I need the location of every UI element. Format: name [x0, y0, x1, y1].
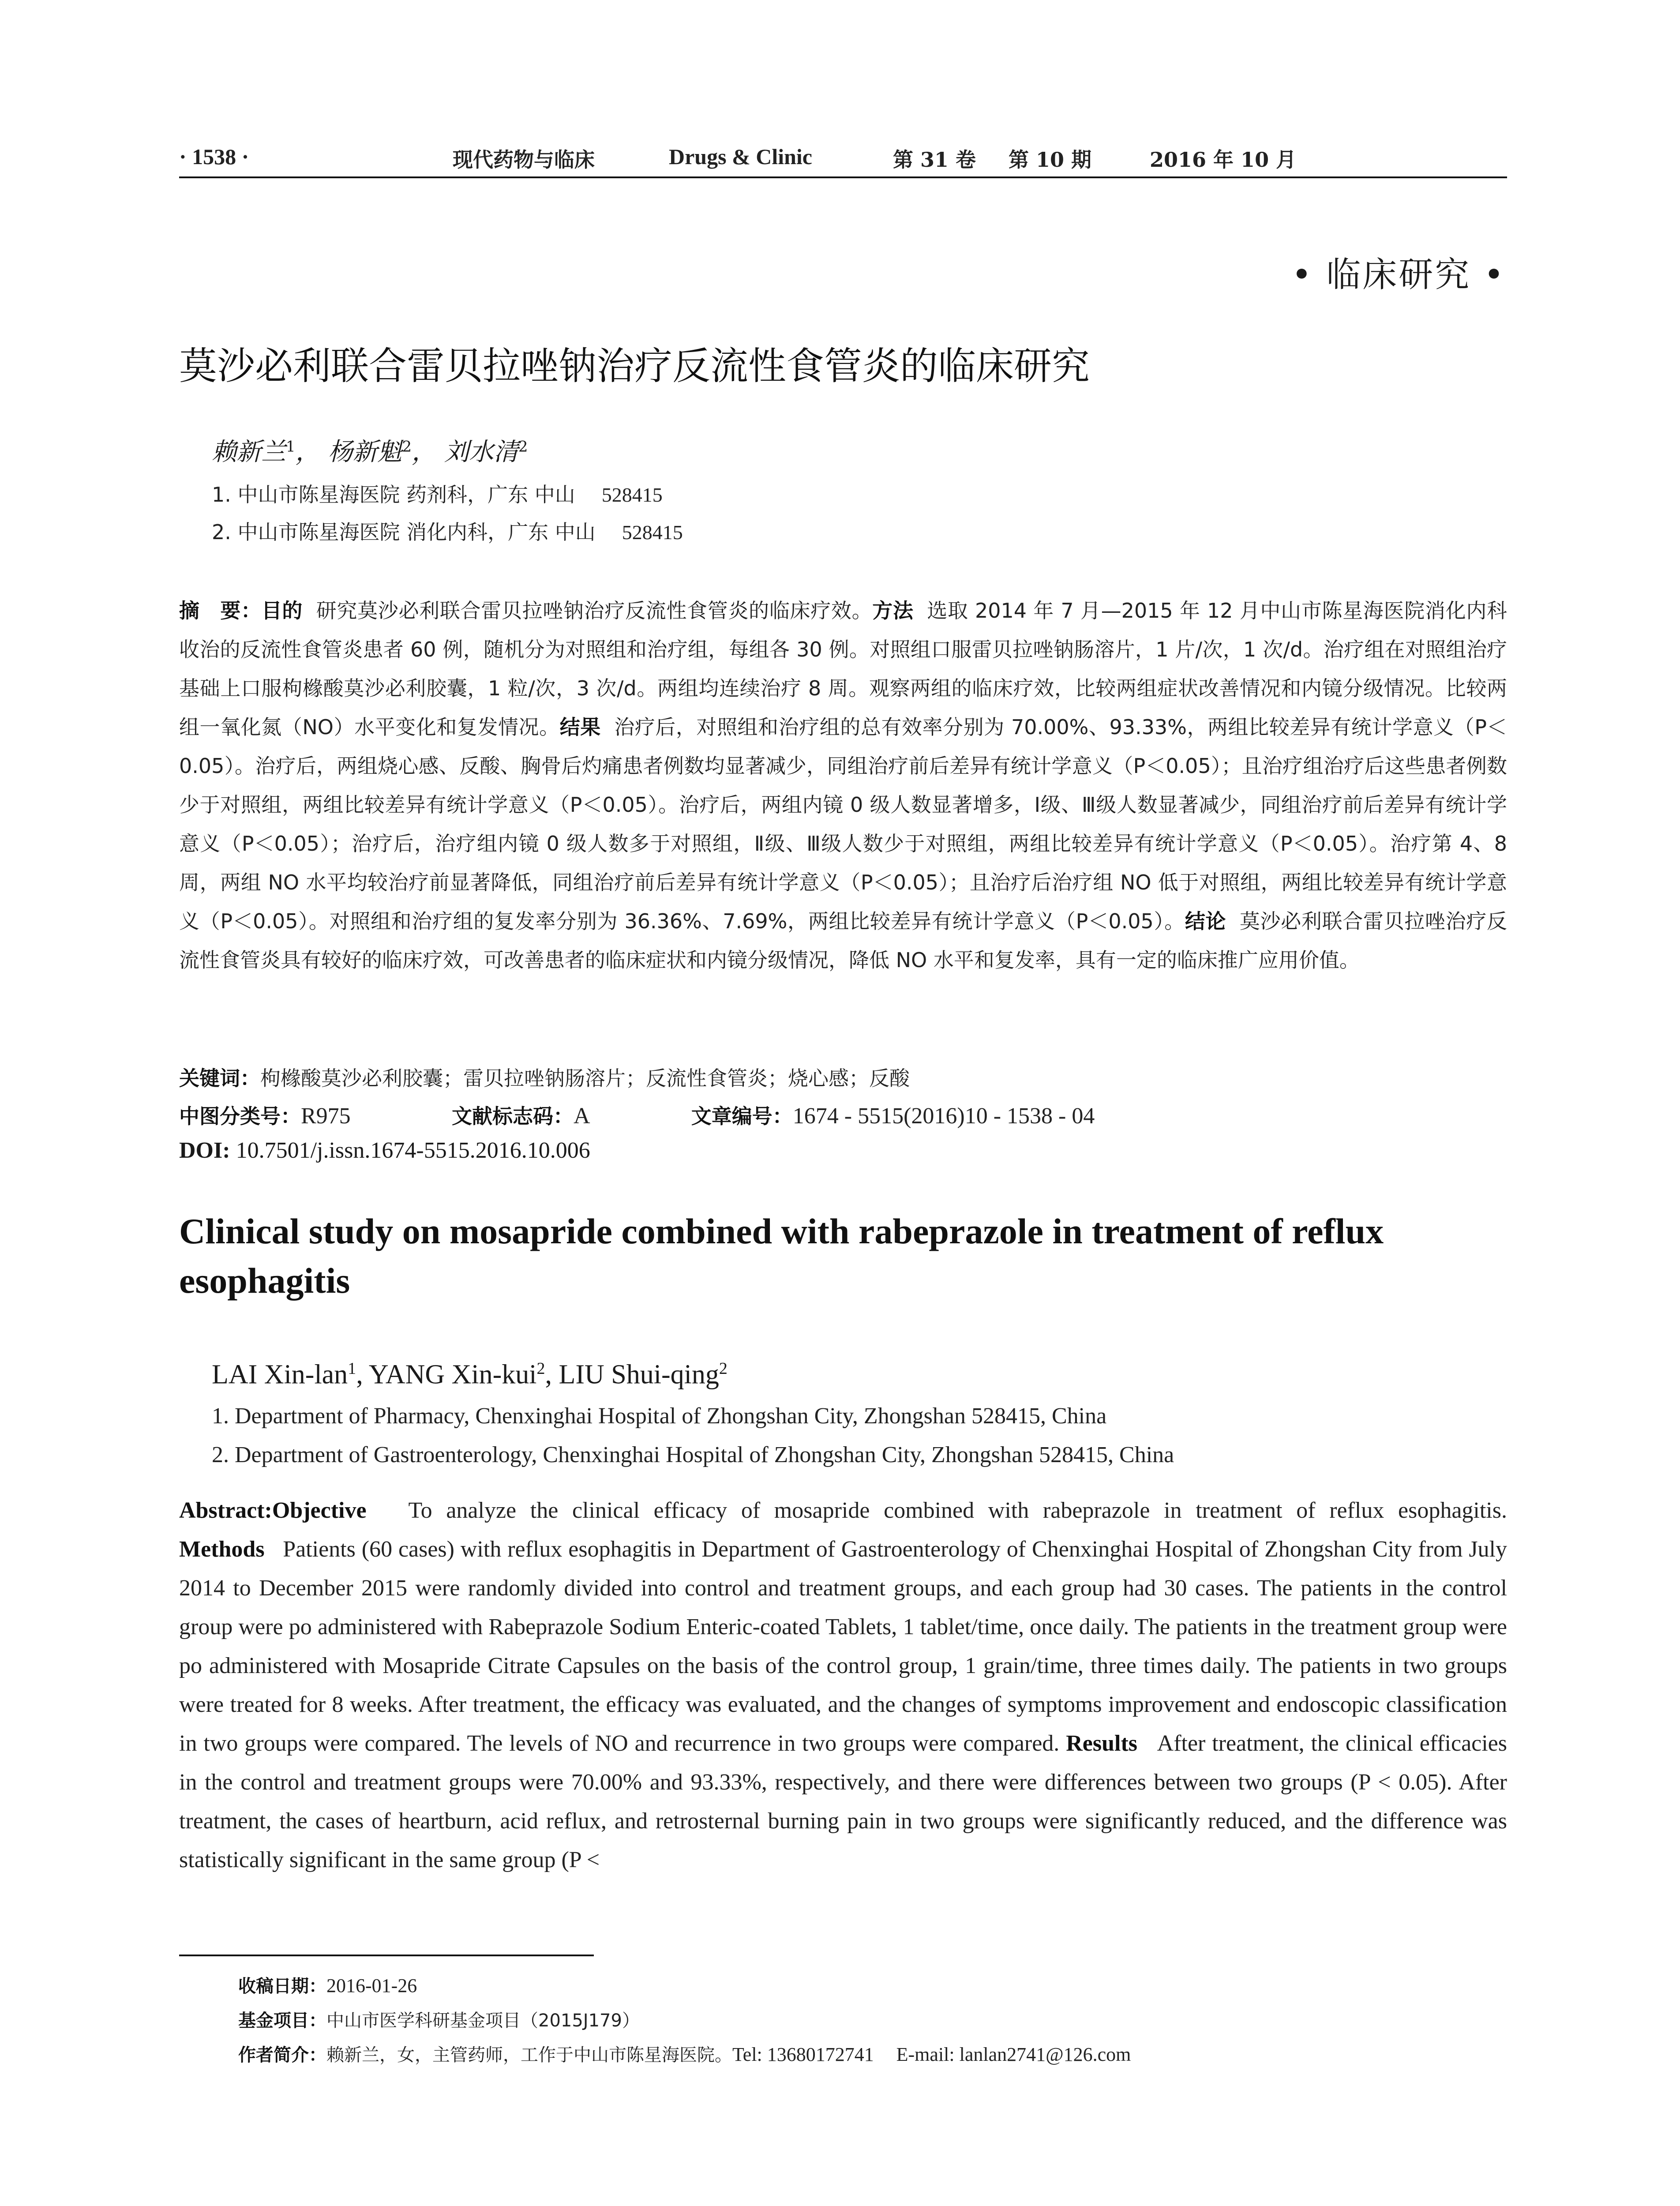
footnote-fund	[238, 2007, 640, 2032]
conclusion-label: 结论	[1185, 909, 1226, 933]
results-text: After treatment, the clinical efficacies in the control and treatment groups were 70.00% and 93.33%, respectively, and there were differences between two groups (P < 0.05). After treatment, the cases of heartburn, acid reflux, and retrosternal burning pain in two groups were significantly reduced, and the difference was statistically significant in the same group (P <	[179, 1731, 1507, 1872]
article-title-en: Clinical study on mosapride combined with rabeprazole in treatment of reflux esophagitis	[179, 1211, 1384, 1301]
keywords-cn	[179, 1062, 910, 1092]
page-number: · 1538 ·	[179, 144, 249, 169]
objective-text: 研究莫沙必利联合雷贝拉唑钠治疗反流性食管炎的临床疗效。	[316, 599, 873, 623]
fund-label: 基金项目：	[238, 2011, 326, 2031]
abstract-colon: :	[264, 1498, 272, 1523]
author-separator: ,	[356, 1359, 369, 1390]
affiliation-cn	[212, 516, 683, 545]
objective-label: Objective	[272, 1498, 367, 1523]
results-label: Results	[1066, 1731, 1137, 1756]
author-name: 杨新魁	[328, 438, 402, 466]
methods-label: 方法	[872, 599, 914, 623]
keywords-text: 枸橼酸莫沙必利胶囊；雷贝拉唑钠肠溶片；反流性食管炎；烧心感；反酸	[260, 1066, 910, 1090]
author-list-cn	[212, 432, 528, 468]
footnote-author	[238, 2041, 1131, 2066]
objective-text: To analyze the clinical efficacy of mosapride combined with rabeprazole in treatment of reflux esophagitis.	[408, 1498, 1507, 1523]
keywords-label: 关键词：	[179, 1066, 260, 1090]
running-header	[179, 140, 1507, 180]
affiliation-cn	[212, 479, 663, 508]
affiliation-text: 1. 中山市陈星海医院 药剂科，广东 中山	[212, 483, 575, 506]
journal-name-cn: 现代药物与临床	[453, 148, 595, 172]
article-title-cn: 莫沙必利联合雷贝拉唑钠治疗反流性食管炎的临床研究	[179, 344, 1090, 388]
affiliation-en: 2. Department of Gastroenterology, Chenxinghai Hospital of Zhongshan City, Zhongshan 528415, China	[212, 1442, 1174, 1467]
journal-date: 2016 年 10 月	[1150, 148, 1297, 172]
clc-value: R975	[301, 1103, 351, 1129]
abstract-label: Abstract	[179, 1498, 265, 1523]
received-date: 2016-01-26	[326, 1975, 417, 1996]
doi-label: DOI:	[179, 1138, 230, 1163]
journal-issue: 第 10 期	[1009, 148, 1092, 172]
section-label: • 临床研究 •	[1291, 255, 1506, 295]
author-affiliation-mark: 1	[348, 1359, 356, 1378]
header-rule	[179, 176, 1507, 178]
author-affiliation-mark: 2	[536, 1359, 545, 1378]
results-label: 结果	[559, 715, 601, 739]
doc-code-label: 文献标志码：	[451, 1104, 574, 1128]
methods-text: Patients (60 cases) with reflux esophagitis in Department of Gastroenterology of Chenxinghai Hospital of Zhongshan City from July 2014 to December 2015 were randomly divided into control and treatment groups, and each group had 30 cases. The patients in the control group were po administered with Rabeprazole Sodium Enteric-coated Tablets, 1 tablet/time, once daily. The patients in the treatment group were po administered with Mosapride Citrate Capsules on the basis of the control group, 1 grain/time, three times daily. The patients in two groups were treated for 8 weeks. After treatment, the efficacy was evaluated, and the changes of symptoms improvement and endoscopic classification in two groups were compared. The levels of NO and recurrence in two groups were compared.	[179, 1537, 1508, 1756]
objective-label: 目的	[261, 599, 303, 623]
journal-name-en: Drugs & Clinic	[669, 144, 812, 169]
doi-value: 10.7501/j.issn.1674-5515.2016.10.006	[236, 1138, 590, 1163]
abstract-label: 摘 要：	[179, 599, 262, 623]
author-list-en	[212, 1359, 728, 1391]
author-affiliation-mark: 2	[719, 1359, 728, 1378]
author-name: LAI Xin-lan	[212, 1359, 348, 1390]
affiliation-text: 2. 中山市陈星海医院 消化内科，广东 中山	[212, 520, 596, 544]
fund-text: 中山市医学科研基金项目（2015J179）	[326, 2011, 640, 2031]
methods-label: Methods	[179, 1537, 265, 1562]
doi-line	[179, 1137, 590, 1163]
author-separator: ，	[412, 438, 437, 466]
author-affiliation-mark: 1	[286, 438, 296, 456]
abstract-cn	[179, 591, 1507, 979]
methods-text: 选取 2014 年 7 月—2015 年 12 月中山市陈星海医院消化内科收治的反流性食管炎患者 60 例，随机分为对照组和治疗组，每组各 30 例。对照组口服雷贝拉唑钠肠溶片，1 片/次，1 次/d。治疗组在对照组治疗基础上口服枸橼酸莫沙必利胶囊，1 粒/次，3 次/d。两组均连续治疗 8 周。观察两组的临床疗效，比较两组症状改善情况和内镜分级情况。比较两组一氧化氮（NO）水平变化和复发情况。	[179, 599, 1508, 739]
received-label: 收稿日期：	[238, 1976, 326, 1996]
author-email: E-mail: lanlan2741@126.com	[896, 2044, 1131, 2065]
author-bio-text: 赖新兰，女，主管药师，工作于中山市陈星海医院。	[326, 2045, 732, 2065]
affiliation-zip: 528415	[622, 521, 683, 544]
footnote-rule	[179, 1955, 594, 1956]
author-bio-label: 作者简介：	[238, 2045, 326, 2065]
author-name: 刘水清	[444, 438, 518, 466]
clc-label: 中图分类号：	[179, 1104, 301, 1128]
article-no-label: 文章编号：	[691, 1104, 793, 1128]
affiliation-zip: 528415	[601, 484, 663, 506]
conclusion-text: 莫沙必利联合雷贝拉唑治疗反流性食管炎具有较好的临床疗效，可改善患者的临床症状和内镜分级情况，降低 NO 水平和复发率，具有一定的临床推广应用价值。	[179, 909, 1508, 972]
classification-line	[179, 1100, 1095, 1129]
author-name: LIU Shui-qing	[559, 1359, 719, 1390]
author-affiliation-mark: 2	[518, 438, 528, 456]
author-tel: Tel: 13680172741	[732, 2044, 874, 2065]
author-separator: ,	[545, 1359, 559, 1390]
author-separator: ，	[295, 438, 320, 466]
affiliation-en: 1. Department of Pharmacy, Chenxinghai Hospital of Zhongshan City, Zhongshan 528415, China	[212, 1403, 1107, 1429]
author-name: 赖新兰	[212, 438, 286, 466]
author-affiliation-mark: 2	[402, 438, 412, 456]
article-no-value: 1674 - 5515(2016)10 - 1538 - 04	[792, 1103, 1095, 1129]
footnote-received	[238, 1972, 417, 1997]
author-name: YANG Xin-kui	[368, 1359, 537, 1390]
journal-volume: 第 31 卷	[893, 148, 976, 172]
doc-code-value: A	[573, 1103, 590, 1129]
abstract-en	[179, 1491, 1507, 1880]
results-text: 治疗后，对照组和治疗组的总有效率分别为 70.00%、93.33%，两组比较差异有统计学意义（P＜0.05）。治疗后，两组烧心感、反酸、胸骨后灼痛患者例数均显著减少，同组治疗前后差异有统计学意义（P＜0.05）；且治疗组治疗后这些患者例数少于对照组，两组比较差异有统计学意义（P＜0.05）。治疗后，两组内镜 0 级人数显著增多，Ⅰ级、Ⅲ级人数显著减少，同组治疗前后差异有统计学意义（P＜0.05）；治疗后，治疗组内镜 0 级人数多于对照组，Ⅱ级、Ⅲ级人数少于对照组，两组比较差异有统计学意义（P＜0.05）。治疗第 4、8 周，两组 NO 水平均较治疗前显著降低，同组治疗前后差异有统计学意义（P＜0.05）；且治疗后治疗组 NO 低于对照组，两组比较差异有统计学意义（P＜0.05）。对照组和治疗组的复发率分别为 36.36%、7.69%，两组比较差异有统计学意义（P＜0.05）。	[179, 715, 1508, 933]
